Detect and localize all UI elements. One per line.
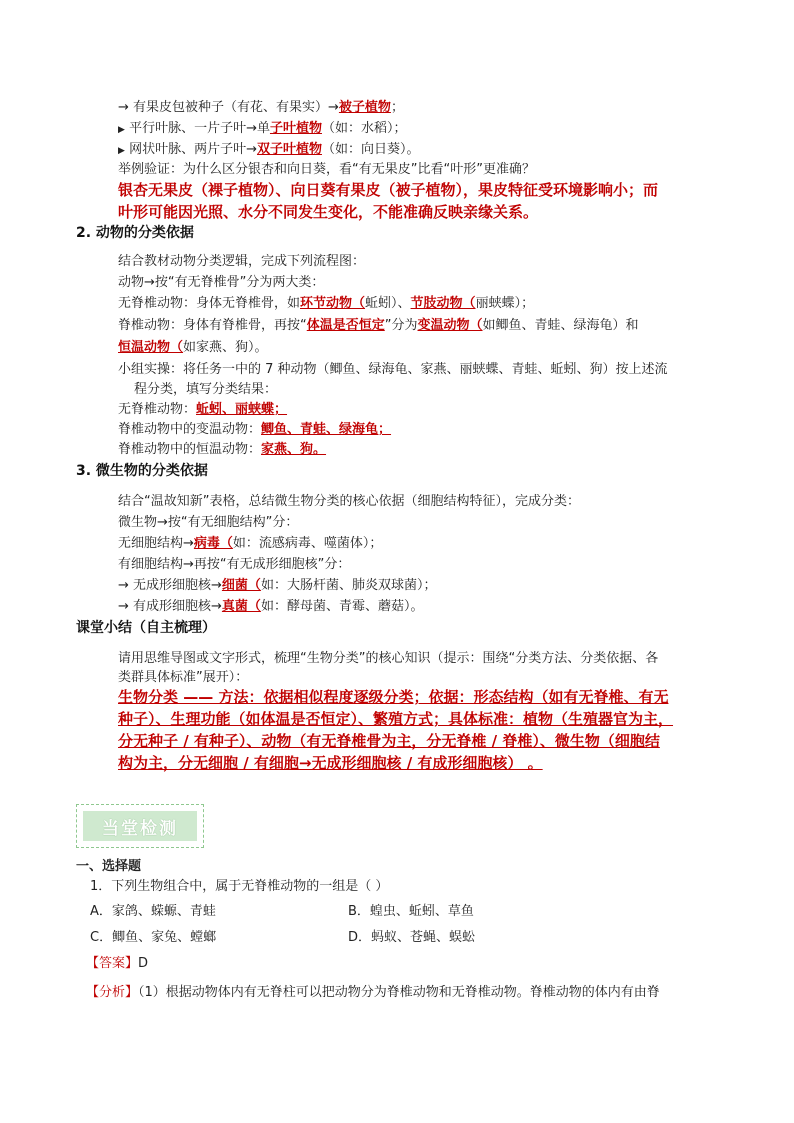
summary-prompt-2: 类群具体标准”展开）： — [118, 670, 249, 685]
quiz-answer: 【答案】D — [86, 956, 149, 971]
microbes-fungi-line: → 有成形细胞核→真菌（如：酵母菌、青霉、蘑菇）。 — [118, 599, 424, 614]
triangle-bullet-icon: ▶ — [118, 146, 125, 156]
quiz-question-1: 1．下列生物组合中，属于无脊椎动物的一组是（ ） — [90, 879, 389, 894]
animals-result-warm: 脊椎动物中的恒温动物：家燕、狗。 — [118, 442, 327, 457]
quiz-option-b: B．蝗虫、蚯蚓、草鱼 — [348, 904, 474, 919]
animals-invertebrate-line: 无脊椎动物：身体无脊椎骨，如环节动物（蚯蚓）、节肢动物（丽蛱蝶）； — [118, 296, 535, 311]
plant-line-dicot: ▶ 网状叶脉、两片子叶→双子叶植物（如：向日葵）。 — [118, 142, 420, 157]
summary-answer-4: 构为主，分无细胞 / 有细胞→无成形细胞核 / 有成形细胞核） 。 — [118, 754, 543, 772]
summary-heading: 课堂小结（自主梳理） — [76, 620, 216, 636]
quiz-option-a: A．家鸽、蝾螈、青蛙 — [90, 904, 216, 919]
plant-question: 举例验证：为什么区分银杏和向日葵，看“有无果皮”比看“叶形”更准确？ — [118, 162, 535, 177]
animals-vertebrate-line: 脊椎动物：身体有脊椎骨，再按“体温是否恒定”分为变温动物（如鲫鱼、青蛙、绿海龟）和 — [118, 318, 639, 333]
microbes-virus-line: 无细胞结构→病毒（如：流感病毒、噬菌体）； — [118, 536, 383, 551]
summary-answer-2: 种子）、生理功能（如体温是否恒定）、繁殖方式；具体标准：植物（生殖器官为主， — [118, 710, 674, 728]
animals-result-cold: 脊椎动物中的变温动物：鲫鱼、青蛙、绿海龟； — [118, 422, 392, 437]
animals-intro: 结合教材动物分类逻辑，完成下列流程图： — [118, 254, 366, 269]
microbes-split: 微生物→按“有无细胞结构”分： — [118, 515, 299, 530]
animals-task-line-2: 程分类，填写分类结果： — [134, 382, 278, 397]
animals-task-line-1: 小组实操：将任务一中的 7 种动物（鲫鱼、绿海龟、家燕、丽蛱蝶、青蛙、蚯蚓、狗）按上述流 — [118, 362, 668, 377]
microbes-heading: 3. 微生物的分类依据 — [76, 463, 208, 479]
quiz-analysis: 【分析】（1）根据动物体内有无脊柱可以把动物分为脊椎动物和无脊椎动物。脊椎动物的体内有由脊 — [86, 985, 660, 1000]
microbes-intro: 结合“温故知新”表格，总结微生物分类的核心依据（细胞结构特征），完成分类： — [118, 494, 580, 509]
animals-split: 动物→按“有无脊椎骨”分为两大类： — [118, 275, 325, 290]
summary-prompt-1: 请用思维导图或文字形式，梳理“生物分类”的核心知识（提示：围绕“分类方法、分类依据、各 — [118, 651, 659, 666]
summary-answer-3: 分无种子 / 有种子）、动物（有无脊椎骨为主，分无脊椎 / 脊椎）、微生物（细胞结 — [118, 732, 660, 750]
summary-answer-1: 生物分类 —— 方法：依据相似程度逐级分类；依据：形态结构（如有无脊椎、有无 — [118, 688, 669, 706]
plant-line-monocot: ▶ 平行叶脉、一片子叶→单子叶植物（如：水稻）； — [118, 121, 407, 136]
microbes-cell-line: 有细胞结构→再按“有无成形细胞核”分： — [118, 557, 351, 572]
quiz-section-title: 一、选择题 — [76, 859, 142, 874]
triangle-bullet-icon: ▶ — [118, 125, 125, 135]
quiz-option-d: D．蚂蚁、苍蝇、蜈蚣 — [348, 930, 476, 945]
animals-warm-line: 恒温动物（如家燕、狗）。 — [118, 340, 268, 355]
plant-line-angiosperm: → 有果皮包被种子（有花、有果实）→被子植物； — [118, 100, 404, 115]
plant-answer-line-2: 叶形可能因光照、水分不同发生变化，不能准确反映亲缘关系。 — [118, 203, 539, 221]
section-badge-label: 当堂检测 — [83, 811, 197, 841]
plant-answer-line-1: 银杏无果皮（裸子植物）、向日葵有果皮（被子植物），果皮特征受环境影响小；而 — [118, 181, 659, 199]
section-badge — [76, 804, 204, 848]
microbes-bacteria-line: → 无成形细胞核→细菌（如：大肠杆菌、肺炎双球菌）； — [118, 578, 437, 593]
animals-result-invertebrate: 无脊椎动物：蚯蚓、丽蛱蝶； — [118, 402, 288, 417]
quiz-option-c: C．鲫鱼、家兔、螳螂 — [90, 930, 217, 945]
animals-heading: 2. 动物的分类依据 — [76, 225, 194, 241]
